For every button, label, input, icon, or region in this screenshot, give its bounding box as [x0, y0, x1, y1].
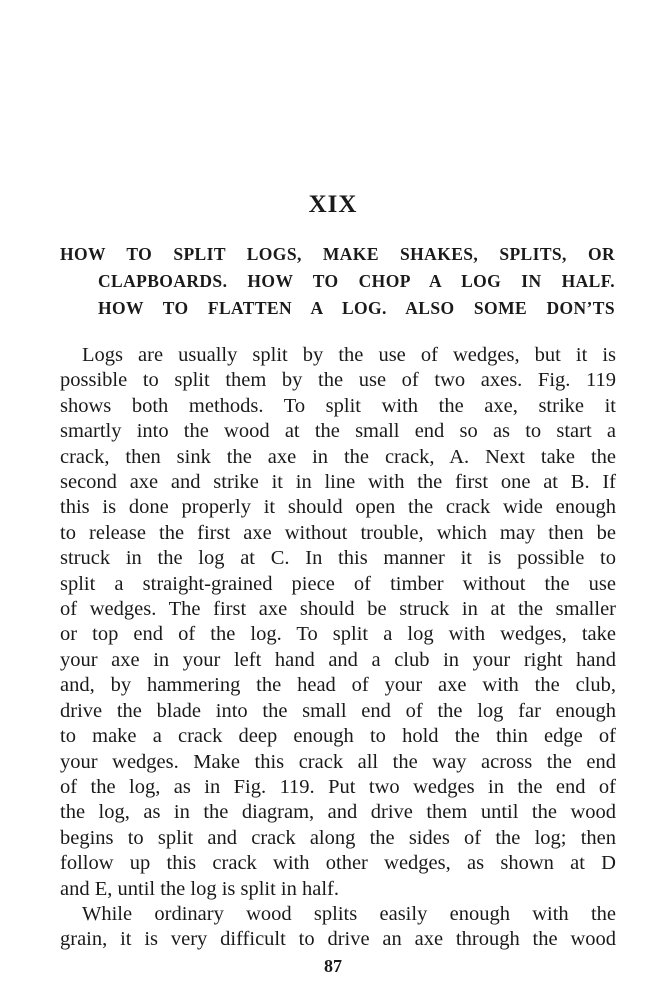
text-line: and E, until the log is split in half. — [60, 877, 340, 900]
page-number: 87 — [324, 956, 342, 976]
text-line: Logs are usually split by the use of wedges, but it is — [82, 344, 616, 366]
chapter-title-line: HOW TO SPLIT LOGS, MAKE SHAKES, SPLITS, OR — [60, 244, 615, 264]
text-line: second axe and strike it in line with the first one at B. If — [60, 471, 616, 494]
text-line: smartly into the wood at the small end so as to start a — [60, 420, 616, 443]
chapter-title-line: CLAPBOARDS. HOW TO CHOP A LOG IN HALF. — [98, 271, 615, 291]
chapter-title-line: HOW TO FLATTEN A LOG. ALSO SOME DON’TS — [98, 298, 615, 318]
text-line: of the log, as in Fig. 119. Put two wedges in the end of — [60, 775, 616, 798]
text-line: shows both methods. To split with the axe, strike it — [60, 394, 616, 417]
text-line: possible to split them by the use of two axes. Fig. 119 — [60, 369, 616, 392]
text-line: or top end of the log. To split a log with wedges, take — [60, 623, 616, 646]
text-line: follow up this crack with other wedges, as shown at D — [60, 852, 616, 875]
text-line: to release the first axe without trouble, which may then be — [60, 521, 616, 544]
text-line: crack, then sink the axe in the crack, A. Next take the — [60, 445, 616, 468]
text-line: this is done properly it should open the crack wide enough — [60, 496, 616, 519]
chapter-number: XIX — [308, 191, 358, 218]
text-line: struck in the log at C. In this manner it is possible to — [60, 547, 616, 570]
text-line: your axe in your left hand and a club in your right hand — [60, 648, 616, 671]
text-line: While ordinary wood splits easily enough with the — [82, 902, 616, 925]
text-line: split a straight-grained piece of timber without the use — [60, 572, 616, 595]
text-line: grain, it is very difficult to drive an axe through the wood — [60, 928, 616, 951]
body-text — [60, 343, 616, 953]
text-line: and, by hammering the head of your axe with the club, — [60, 674, 616, 697]
text-line: your wedges. Make this crack all the way across the end — [60, 750, 616, 773]
chapter-title — [60, 241, 615, 322]
text-line: drive the blade into the small end of the log far enough — [60, 699, 616, 722]
text-line: of wedges. The first axe should be struck in at the smaller — [60, 598, 616, 621]
text-line: begins to split and crack along the sides of the log; then — [60, 826, 616, 849]
text-line: the log, as in the diagram, and drive them until the wood — [60, 801, 616, 824]
text-line: to make a crack deep enough to hold the thin edge of — [60, 725, 616, 748]
